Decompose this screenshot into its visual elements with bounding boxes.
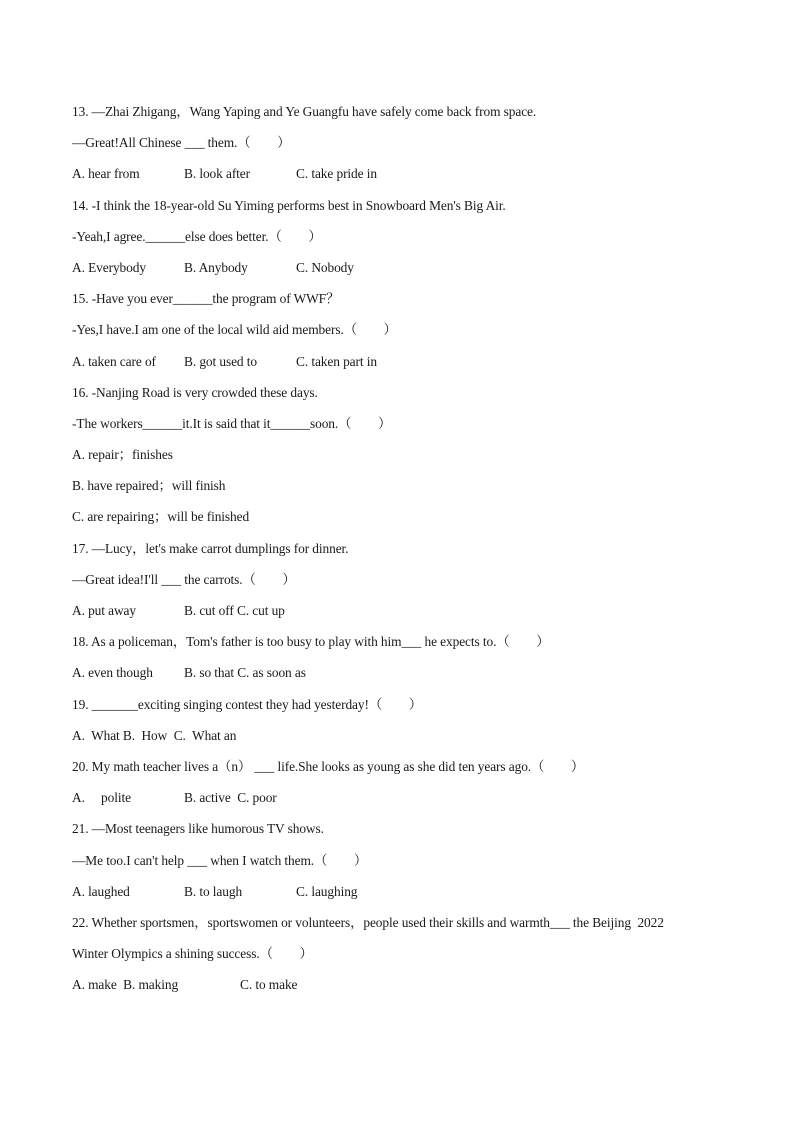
option-b-c: B. cut off C. cut up [184, 603, 285, 618]
option-a-b-c: A. What B. How C. What an [72, 727, 237, 743]
question-stem: -The workers______it.It is said that it______soon.（ ） [72, 415, 392, 431]
option-row [72, 881, 752, 912]
option-b-c: B. so that C. as soon as [184, 665, 306, 681]
option-c: C. laughing [296, 883, 358, 899]
option-a: A. laughed [72, 883, 130, 899]
option-c: C. to make [240, 977, 298, 993]
question-13 [72, 101, 752, 195]
question-stem: 13. —Zhai Zhigang，Wang Yaping and Ye Guangfu have safely come back from space. [72, 104, 537, 119]
question-14 [72, 195, 752, 289]
option-b: B. got used to [184, 353, 257, 369]
question-stem: 14. -I think the 18-year-old Su Yiming performs best in Snowboard Men's Big Air. [72, 197, 506, 213]
question-stem: 19. _______exciting singing contest they had yesterday!（ ） [72, 696, 423, 712]
option-a: A. polite [72, 790, 131, 806]
question-21 [72, 818, 752, 912]
question-stem: 17. —Lucy，let's make carrot dumplings for dinner. [72, 540, 349, 556]
question-20 [72, 756, 752, 818]
option-a: A. hear from [72, 166, 140, 182]
question-17 [72, 538, 752, 632]
question-stem: 22. Whether sportsmen，sportswomen or volunteers，people used their skills and warmth___ the Beijing 2022 [72, 914, 664, 930]
option-row [72, 351, 752, 382]
question-stem: 16. -Nanjing Road is very crowded these days. [72, 384, 318, 400]
question-stem: —Me too.I can't help ___ when I watch them.（ ） [72, 852, 368, 868]
option-a: A. put away [72, 603, 136, 618]
question-16 [72, 382, 752, 538]
option-row [72, 662, 752, 693]
option-row [72, 257, 752, 288]
option-c: C. are repairing；will be finished [72, 509, 250, 525]
question-19 [72, 694, 752, 756]
option-c: C. take pride in [296, 166, 377, 182]
option-b: B. have repaired；will finish [72, 478, 226, 494]
option-b-c: B. active C. poor [184, 790, 277, 806]
question-15 [72, 288, 752, 382]
option-a: A. taken care of [72, 353, 156, 369]
option-a-b: A. make B. making [72, 977, 179, 993]
question-stem: -Yeah,I agree.______else does better.（ ） [72, 228, 322, 244]
option-c: C. taken part in [296, 353, 377, 369]
option-row [72, 600, 752, 631]
question-stem: 21. —Most teenagers like humorous TV shows. [72, 821, 324, 837]
option-a: A. Everybody [72, 259, 146, 275]
question-stem: —Great idea!I'll ___ the carrots.（ ） [72, 571, 296, 587]
option-row [72, 163, 752, 194]
question-stem: 15. -Have you ever______the program of WWF？ [72, 291, 340, 307]
option-row [72, 725, 752, 756]
question-list [72, 101, 752, 1005]
option-a: A. even though [72, 665, 153, 681]
option-c: C. Nobody [296, 259, 354, 275]
question-stem: 20. My math teacher lives a（n） ___ life.She looks as young as she did ten years ago.（ ） [72, 758, 585, 774]
option-b: B. to laugh [184, 883, 243, 899]
option-b: B. look after [184, 166, 251, 182]
option-b: B. Anybody [184, 259, 248, 275]
question-stem: —Great!All Chinese ___ them.（ ） [72, 135, 291, 151]
option-row [72, 974, 752, 1005]
option-a: A. repair；finishes [72, 447, 173, 463]
question-stem: -Yes,I have.I am one of the local wild aid members.（ ） [72, 322, 397, 338]
question-18 [72, 631, 752, 693]
question-22 [72, 912, 752, 1006]
question-stem: 18. As a policeman，Tom's father is too busy to play with him___ he expects to.（ ） [72, 634, 550, 650]
question-stem: Winter Olympics a shining success.（ ） [72, 946, 313, 962]
option-row [72, 787, 752, 818]
